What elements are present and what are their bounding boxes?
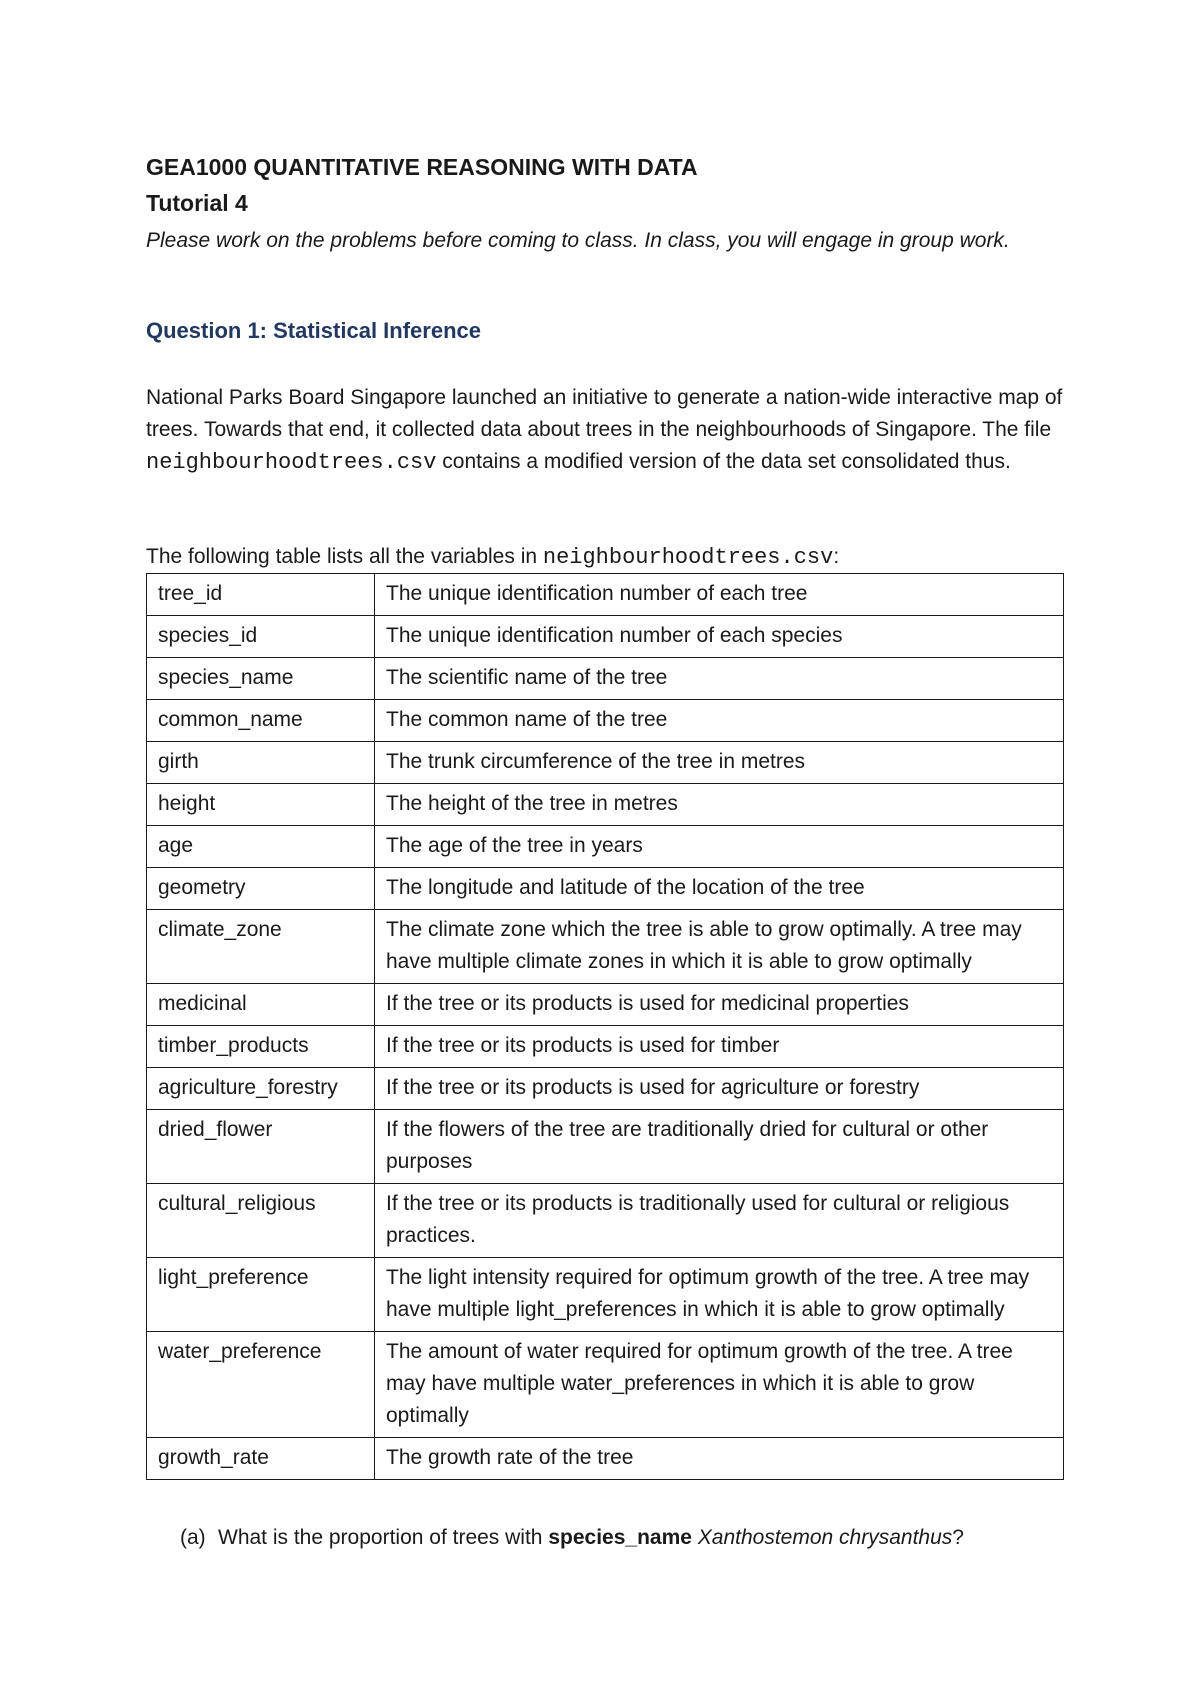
variable-description: If the tree or its products is used for timber <box>375 1026 1064 1068</box>
variable-description: The unique identification number of each species <box>375 616 1064 658</box>
variable-name: species_name <box>147 658 375 700</box>
variable-name: cultural_religious <box>147 1184 375 1258</box>
table-row <box>147 1068 1064 1110</box>
course-title: GEA1000 QUANTITATIVE REASONING WITH DATA <box>146 154 698 180</box>
table-row <box>147 1110 1064 1184</box>
table-intro-text: The following table lists all the variables in <box>146 545 543 568</box>
table-row <box>147 1258 1064 1332</box>
question-1a-end: ? <box>952 1526 964 1549</box>
variable-description: The unique identification number of each tree <box>375 574 1064 616</box>
variable-name: common_name <box>147 700 375 742</box>
table-row <box>147 1438 1064 1480</box>
variable-description: If the tree or its products is used for medicinal properties <box>375 984 1064 1026</box>
variable-name: height <box>147 784 375 826</box>
variable-description: The scientific name of the tree <box>375 658 1064 700</box>
table-intro-suffix: : <box>833 545 840 568</box>
variable-description: If the flowers of the tree are traditionally dried for cultural or other purposes <box>375 1110 1064 1184</box>
table-row <box>147 826 1064 868</box>
variable-description: The height of the tree in metres <box>375 784 1064 826</box>
variable-name: dried_flower <box>147 1110 375 1184</box>
variable-name: light_preference <box>147 1258 375 1332</box>
variable-description: The common name of the tree <box>375 700 1064 742</box>
question-1a-text: What is the proportion of trees with <box>218 1526 549 1549</box>
table-row <box>147 658 1064 700</box>
variable-name: age <box>147 826 375 868</box>
instructions: Please work on the problems before coming to class. In class, you will engage in group work. <box>146 229 1010 252</box>
question-1a <box>180 1522 964 1554</box>
table-row <box>147 1184 1064 1258</box>
variable-name: medicinal <box>147 984 375 1026</box>
table-row <box>147 616 1064 658</box>
table-intro <box>146 541 839 574</box>
table-row <box>147 1026 1064 1068</box>
variable-description: If the tree or its products is traditionally used for cultural or religious practices. <box>375 1184 1064 1258</box>
tutorial-title: Tutorial 4 <box>146 190 248 216</box>
table-intro-filename: neighbourhoodtrees.csv <box>542 545 834 570</box>
variable-description: The age of the tree in years <box>375 826 1064 868</box>
variable-description: The growth rate of the tree <box>375 1438 1064 1480</box>
table-row <box>147 574 1064 616</box>
table-row <box>147 784 1064 826</box>
question-1a-species: Xanthostemon chrysanthus <box>697 1526 953 1549</box>
filename: neighbourhoodtrees.csv <box>146 450 437 475</box>
variables-table <box>146 573 1064 1480</box>
variable-description: The climate zone which the tree is able to grow optimally. A tree may have multiple climate zones in which it is able to grow optimally <box>375 910 1064 984</box>
variable-name: tree_id <box>147 574 375 616</box>
intro-text-start: National Parks Board Singapore launched an initiative to generate a nation-wide interactive map of trees. Towards that end, it collected data about trees in the neighbourhoods of Singapore. The file <box>146 386 1063 441</box>
variable-name: water_preference <box>147 1332 375 1438</box>
question-1-intro <box>146 382 1066 479</box>
variables-table-body <box>147 574 1064 1480</box>
question-1a-variable: species_name <box>548 1526 692 1549</box>
table-row <box>147 700 1064 742</box>
variable-name: girth <box>147 742 375 784</box>
variable-name: species_id <box>147 616 375 658</box>
variable-description: The trunk circumference of the tree in metres <box>375 742 1064 784</box>
variable-name: geometry <box>147 868 375 910</box>
question-1a-label: (a) <box>180 1526 206 1549</box>
question-1-heading: Question 1: Statistical Inference <box>146 318 481 343</box>
variable-description: If the tree or its products is used for agriculture or forestry <box>375 1068 1064 1110</box>
variable-description: The longitude and latitude of the location of the tree <box>375 868 1064 910</box>
table-row <box>147 910 1064 984</box>
table-row <box>147 1332 1064 1438</box>
table-row <box>147 868 1064 910</box>
variable-name: timber_products <box>147 1026 375 1068</box>
intro-text-end: contains a modified version of the data set consolidated thus. <box>436 450 1011 473</box>
variable-description: The amount of water required for optimum growth of the tree. A tree may have multiple water_preferences in which it is able to grow optimally <box>375 1332 1064 1438</box>
table-row <box>147 742 1064 784</box>
variable-description: The light intensity required for optimum growth of the tree. A tree may have multiple light_preferences in which it is able to grow optimally <box>375 1258 1064 1332</box>
variable-name: climate_zone <box>147 910 375 984</box>
variable-name: agriculture_forestry <box>147 1068 375 1110</box>
variable-name: growth_rate <box>147 1438 375 1480</box>
table-row <box>147 984 1064 1026</box>
